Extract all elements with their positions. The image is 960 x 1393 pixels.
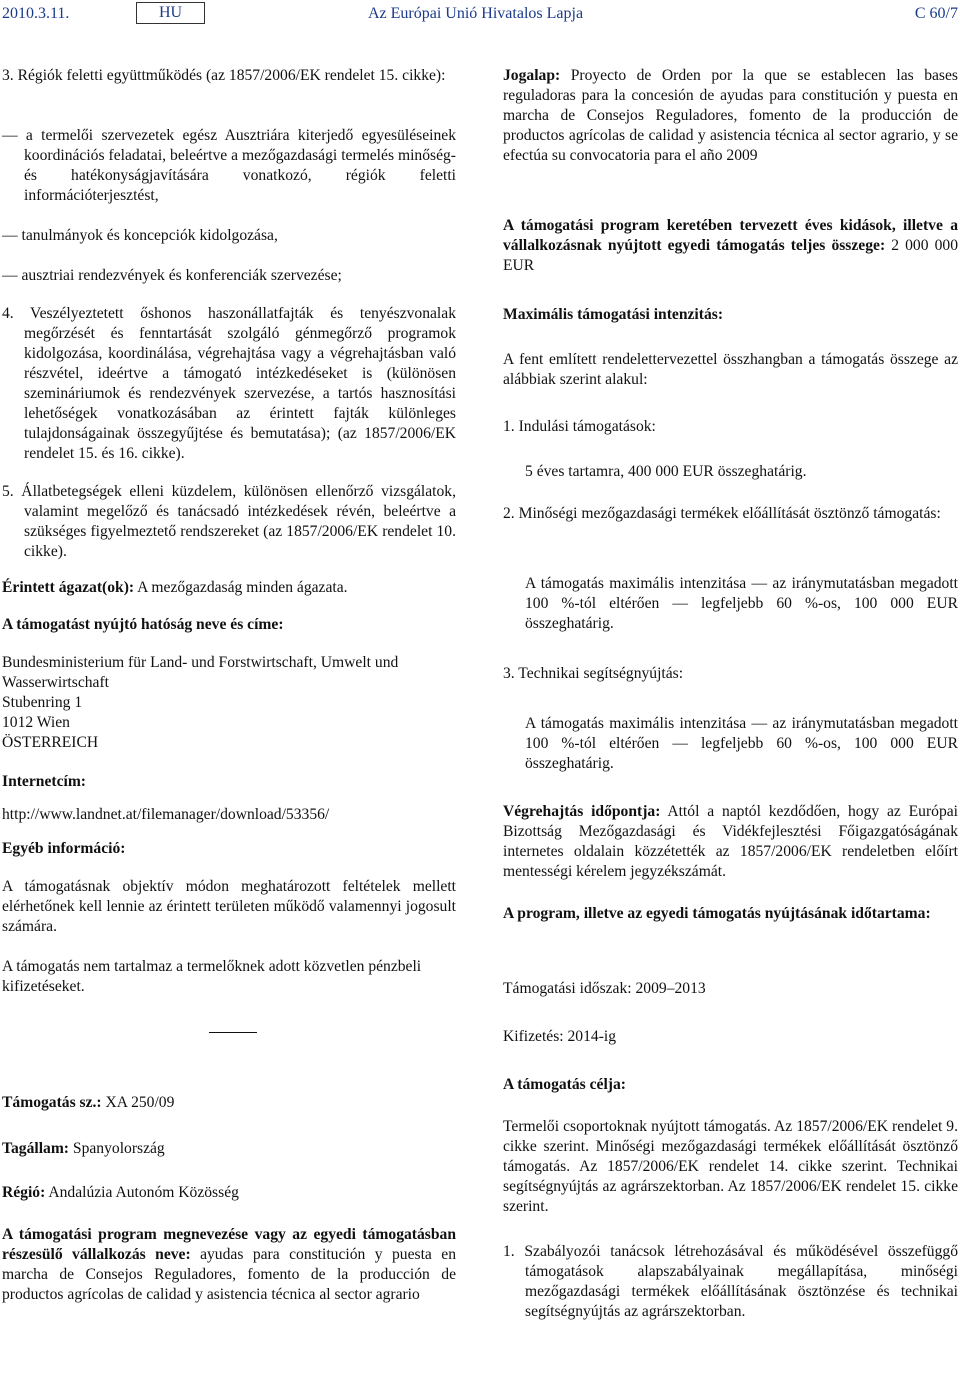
dash-item-2: — tanulmányok és koncepciók kidolgozása, [2,227,278,244]
intensity-item-1-text: 5 éves tartamra, 400 000 EUR összeghatárig. [525,463,807,480]
authority-city: 1012 Wien [2,714,70,731]
other-info-paragraph-2: A támogatás nem tartalmaz a termelőknek adott közvetlen pénzbeli kifizetéseket. [2,958,422,995]
member-state-label: Tagállam: [2,1140,70,1157]
item-5: 5. Állatbetegségek elleni küzdelem, különösen ellenőrző vizsgálatok, valamint megelőző és tanácsadó intézkedések révén, beleértve a szükséges figyelmeztető rendszereket (az 1857/2006/EK rendelet 10. cikke). [2,483,456,560]
authority-country: ÖSTERREICH [2,734,99,751]
web-url: http://www.landnet.at/filemanager/download/53356/ [2,806,330,823]
implementation-date-value: Attól a naptól kezdődően, hogy az Európai Bizottság Mezőgazdasági és Vidékfejlesztési Főigazgatóságának internetes oldalain közzétették az 1857/2006/EK rendeletben előírt mentességi kérelem jegyzékszámát. [503,803,958,880]
scheme-name-value: ayudas para constitución y puesta en marcha de Consejos Reguladores, fomento de la producción de productos agrícolas de calidad y asistencia técnica al sector agrario [2,1246,456,1303]
scheme-name-line [2,1225,456,1325]
sector-label: Érintett ágazat(ok): [2,579,135,596]
region-line [2,1183,456,1203]
duration-heading: A program, illetve az egyedi támogatás nyújtásának időtartama: [503,905,931,922]
aid-period: Támogatási időszak: 2009–2013 [503,980,706,997]
member-state-value: Spanyolország [69,1140,165,1157]
other-info-heading: Egyéb információ: [2,840,126,857]
other-info-paragraph-1: A támogatásnak objektív módon meghatározott feltételek mellett elérhetőnek kell lennie az érintett területen működő valamennyi jogosult számára. [2,878,456,935]
page-header [2,2,958,26]
intensity-item-3-text: A támogatás maximális intenzitása — az iránymutatásban megadott 100 %-tól eltérően — legfeljebb 60 %-os, 100 000 EUR összeghatárig. [525,715,958,772]
item-3: 3. Régiók feletti együttműködés (az 1857/2006/EK rendelet 15. cikke): [2,67,446,84]
sector-value: A mezőgazdaság minden ágazata. [134,579,348,596]
objective-item-1: 1. Szabályozói tanácsok létrehozásával és működésével összefüggő támogatások alapszabályainak megállapítása, minőségi mezőgazdasági termékek előállításának ösztönzése és technikai segítségnyújtás az agrárszektorban. [503,1243,958,1320]
sector-line [2,578,456,598]
legal-basis-label: Jogalap: [503,67,561,84]
max-intensity-intro: A fent említett rendelettervezettel összhangban a támogatás összege az alábbiak szerint alakul: [503,351,958,388]
header-page-number: C 60/7 [914,5,958,22]
authority-name: Bundesministerium für Land- und Forstwirtschaft, Umwelt und Wasserwirtschaft [2,654,399,691]
header-date: 2010.3.11. [2,5,70,22]
annual-budget-value: 2 000 000 EUR [503,237,958,274]
web-heading: Internetcím: [2,773,86,790]
header-journal-title: Az Európai Unió Hivatalos Lapja [368,5,584,22]
section-separator [209,1032,257,1033]
intensity-item-2-text: A támogatás maximális intenzitása — az iránymutatásban megadott 100 %-tól eltérően — legfeljebb 60 %-os, 100 000 EUR összeghatárig. [525,575,958,632]
left-column [2,66,456,1325]
objective-heading: A támogatás célja: [503,1076,626,1093]
intensity-item-3-title: 3. Technikai segítségnyújtás: [503,665,684,682]
annual-budget [503,216,958,276]
member-state-line [2,1139,456,1159]
aid-number-label: Támogatás sz.: [2,1094,102,1111]
payment-period: Kifizetés: 2014-ig [503,1028,617,1045]
authority-street: Stubenring 1 [2,694,83,711]
dash-item-1: — a termelői szervezetek egész Ausztriára kiterjedő egyesüléseinek koordinációs feladatai, beleértve a mezőgazdasági termelés minőség- és hatékonyságjavítására vonatkozó, régiók feletti információterjesztést, [2,127,456,204]
implementation-date-label: Végrehajtás időpontja: [503,803,661,820]
max-intensity-heading: Maximális támogatási intenzitás: [503,306,724,323]
legal-basis [503,66,958,186]
region-value: Andalúzia Autonóm Közösség [45,1184,239,1201]
aid-number-line [2,1093,456,1113]
dash-item-3: — ausztriai rendezvények és konferenciák szervezése; [2,267,342,284]
intensity-item-1-title: 1. Indulási támogatások: [503,418,656,435]
scheme-name-label: A támogatási program megnevezése vagy az egyedi támogatásban részesülő vállalkozás neve: [2,1226,456,1263]
intensity-item-2-title: 2. Minőségi mezőgazdasági termékek előállítását ösztönző támogatás: [503,505,941,522]
item-4: 4. Veszélyeztetett őshonos haszonállatfajták és tenyészvonalak megőrzését és fenntartását szolgáló génmegőrző programok kidolgozása, koordinálása, végrehajtása vagy a végrehajtásban való részvétel, ideértve a támogató intézkedéseket is (különösen szemináriumok és rendezvények szervezése, a tartós hasznosítási lehetőségek vonatkozásában az érintett fajták különleges tulajdonságainak összegyűjtése és bemutatása); (az 1857/2006/EK rendelet 15. és 16. cikke). [2,305,456,462]
authority-heading: A támogatást nyújtó hatóság neve és címe: [2,616,284,633]
header-language-box: HU [136,2,205,24]
region-label: Régió: [2,1184,46,1201]
aid-number-value: XA 250/09 [101,1094,175,1111]
right-column [503,66,958,1322]
legal-basis-value: Proyecto de Orden por la que se establecen las bases reguladoras para la concesión de ayudas para constitución y puesta en marcha de Consejos Reguladores, fomento de la producción de productos agrícolas de calidad y asistencia técnica al sector agrario, y se efectúa su convocatoria para el año 2009 [503,67,958,164]
objective-text: Termelői csoportoknak nyújtott támogatás. Az 1857/2006/EK rendelet 9. cikke szerint. Minőségi mezőgazdasági termékek előállítását ösztönző támogatás. Az 1857/2006/EK rendelet 14. cikke szerint. Technikai segítségnyújtás az agrárszektorban. Az 1857/2006/EK rendelet 15. cikke szerint. [503,1118,958,1215]
annual-budget-label: A támogatási program keretében tervezett éves kidások, illetve a vállalkozásnak nyújtott egyedi támogatás teljes összege: [503,217,958,254]
implementation-date [503,802,958,882]
